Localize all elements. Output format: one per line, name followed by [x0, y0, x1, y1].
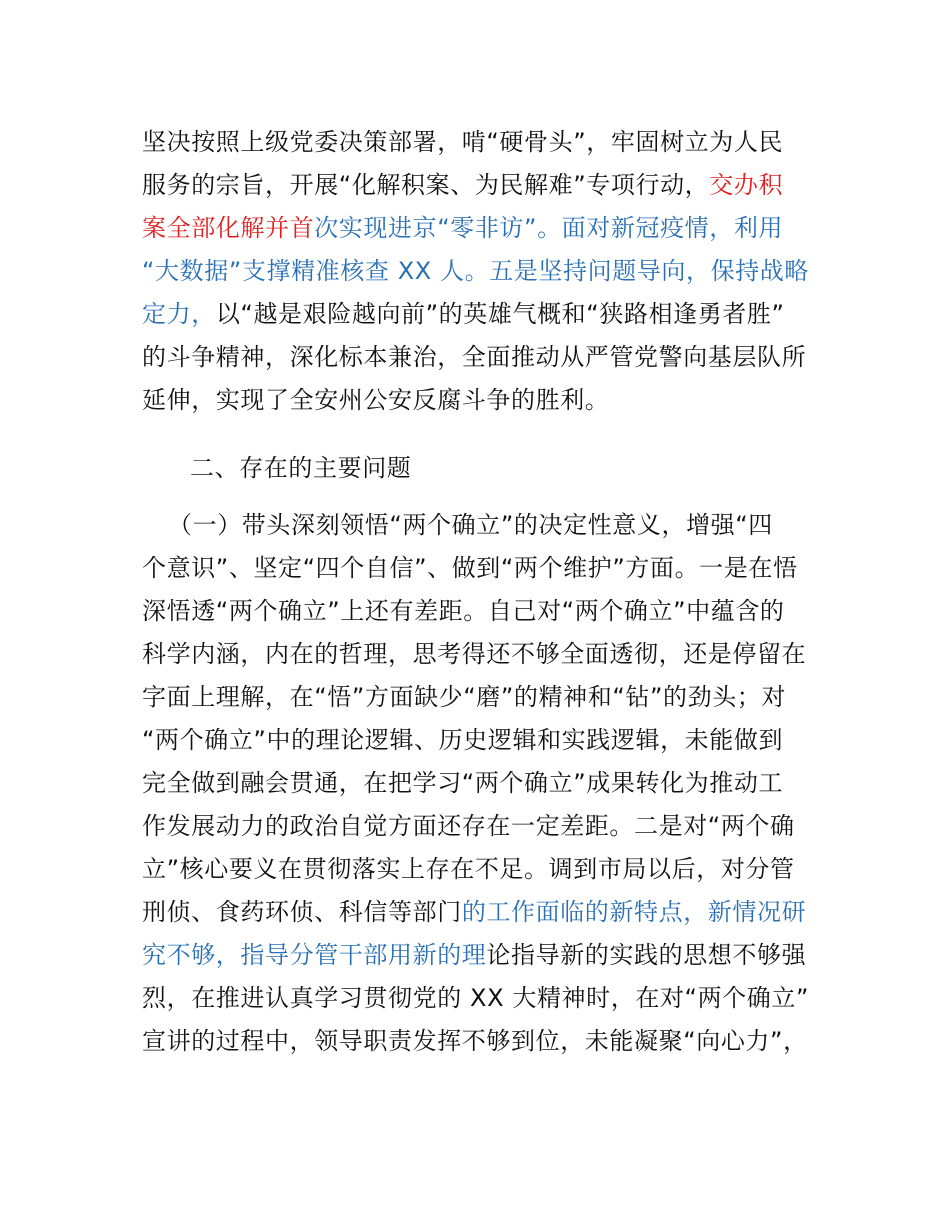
- text-line: [142, 127, 783, 157]
- text-run: “两个确立”中的理论逻辑、历史逻辑和实践逻辑，未能做到: [142, 726, 784, 754]
- text-run: 字面上理解，在“悟”方面缺少“磨”的精神和“钻”的劲头；对: [142, 683, 786, 711]
- text-run: 以“越是艰险越向前”的英雄气概和“狭路相逢勇者胜”: [215, 300, 785, 328]
- text-run: 作发展动力的政治自觉方面还存在一定差距。二是对“两个确: [142, 812, 795, 840]
- text-line: [142, 385, 609, 415]
- text-line: [168, 510, 773, 540]
- text-run: 完全做到融会贯通，在把学习“两个确立”成果转化为推动工: [142, 769, 784, 797]
- highlighted-red-text: 交办积: [709, 171, 784, 199]
- highlighted-blue-text: 的工作面临的新特点，新情况研: [461, 898, 807, 926]
- text-line: [142, 983, 809, 1013]
- text-line: [142, 897, 806, 927]
- text-line: [142, 342, 806, 372]
- text-run: 科学内涵，内在的哲理，思考得还不够全面透彻，还是停留在: [142, 640, 807, 668]
- highlighted-blue-text: 究不够，指导分管干部用新的理: [142, 941, 487, 969]
- text-run: 坚决按照上级党委决策部署，啃“硬骨头”，牢固树立为人民: [142, 128, 784, 156]
- text-line: [142, 811, 795, 841]
- text-line: [142, 940, 806, 970]
- highlighted-blue-text: 次实现进京“零非访”。面对新冠疫情，利用: [314, 214, 784, 242]
- text-line: [142, 596, 785, 626]
- text-run: 服务的宗旨，开展“化解积案、为民解难”专项行动，: [142, 171, 710, 199]
- text-line: [142, 256, 809, 286]
- text-line: [142, 725, 783, 755]
- text-line: [142, 768, 783, 798]
- text-run: 深悟透“两个确立”上还有差距。自己对“两个确立”中蕴含的: [142, 597, 785, 625]
- text-line: [142, 1026, 808, 1056]
- text-run: 立”核心要义在贯彻落实上存在不足。调到市局以后，对分管: [142, 855, 795, 883]
- text-run: 烈，在推进认真学习贯彻党的 XX 大精神时，在对“两个确立”: [142, 984, 810, 1012]
- highlighted-blue-text: 定力，: [142, 300, 216, 328]
- text-line: [142, 682, 786, 712]
- text-run: 宣讲的过程中，领导职责发挥不够到位，未能凝聚“向心力”，: [142, 1027, 808, 1055]
- text-run: 延伸，实现了全安州公安反腐斗争的胜利。: [142, 386, 610, 414]
- highlighted-blue-text: “大数据”支撑精准核查 XX 人。五是坚持问题导向，保持战略: [142, 257, 810, 285]
- text-run: （一）带头深刻领悟“两个确立”的决定性意义，增强“四: [168, 511, 773, 539]
- text-line: [142, 170, 783, 200]
- section-heading: [190, 453, 411, 483]
- text-run: 个意识”、坚定“四个自信”、做到“两个维护”方面。一是在悟: [142, 554, 798, 582]
- text-run: 刑侦、食药环侦、科信等部门: [142, 898, 462, 926]
- highlighted-red-text: 案全部化解并首: [142, 214, 315, 242]
- heading-text: 二、存在的主要问题: [190, 454, 412, 482]
- text-line: [142, 299, 785, 329]
- text-line: [142, 639, 806, 669]
- text-run: 的斗争精神，深化标本兼治，全面推动从严管党警向基层队所: [142, 343, 807, 371]
- text-run: 论指导新的实践的思想不够强: [486, 941, 807, 969]
- text-line: [142, 213, 783, 243]
- text-line: [142, 553, 798, 583]
- text-line: [142, 854, 795, 884]
